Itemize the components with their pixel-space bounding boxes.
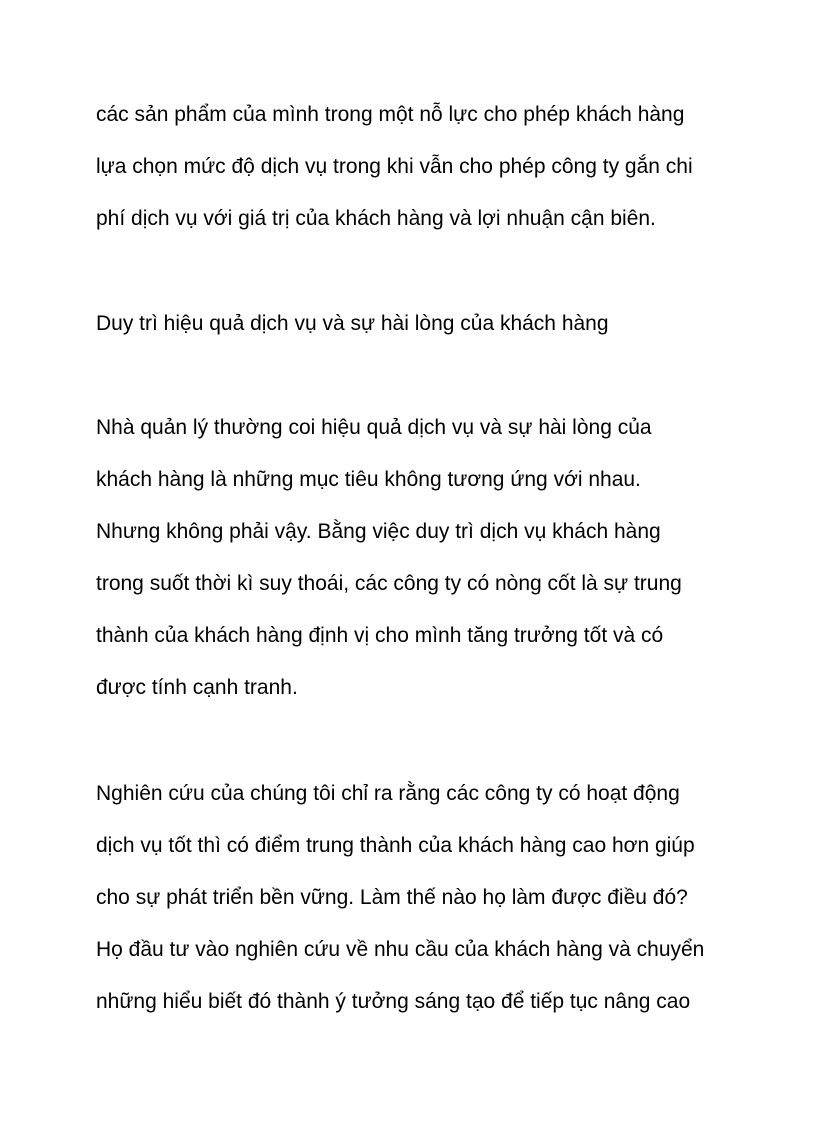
paragraph-4-line-5: những hiểu biết đó thành ý tưởng sáng tạo để tiếp tục nâng cao	[96, 990, 691, 1013]
paragraph-3-line-2: khách hàng là những mục tiêu không tương ứng với nhau.	[96, 468, 641, 491]
paragraph-3-line-1: Nhà quản lý thường coi hiệu quả dịch vụ và sự hài lòng của	[96, 416, 652, 439]
paragraph-3-line-4: trong suốt thời kì suy thoái, các công ty có nòng cốt là sự trung	[96, 572, 682, 595]
paragraph-1-line-1: các sản phẩm của mình trong một nỗ lực cho phép khách hàng	[96, 103, 685, 126]
paragraph-1-line-2: lựa chọn mức độ dịch vụ trong khi vẫn cho phép công ty gắn chi	[96, 155, 693, 178]
section-heading: Duy trì hiệu quả dịch vụ và sự hài lòng của khách hàng	[96, 312, 609, 335]
paragraph-4-line-1: Nghiên cứu của chúng tôi chỉ ra rằng các công ty có hoạt động	[96, 782, 680, 805]
paragraph-1-line-3: phí dịch vụ với giá trị của khách hàng và lợi nhuận cận biên.	[96, 207, 656, 230]
paragraph-4-line-2: dịch vụ tốt thì có điểm trung thành của khách hàng cao hơn giúp	[96, 834, 695, 857]
paragraph-4-line-4: Họ đầu tư vào nghiên cứu về nhu cầu của khách hàng và chuyển	[96, 938, 705, 961]
paragraph-3-line-6: được tính cạnh tranh.	[96, 676, 298, 699]
paragraph-3-line-3: Nhưng không phải vậy. Bằng việc duy trì dịch vụ khách hàng	[96, 520, 661, 543]
paragraph-4-line-3: cho sự phát triển bền vững. Làm thế nào họ làm được điều đó?	[96, 886, 688, 909]
paragraph-3-line-5: thành của khách hàng định vị cho mình tăng trưởng tốt và có	[96, 624, 664, 647]
